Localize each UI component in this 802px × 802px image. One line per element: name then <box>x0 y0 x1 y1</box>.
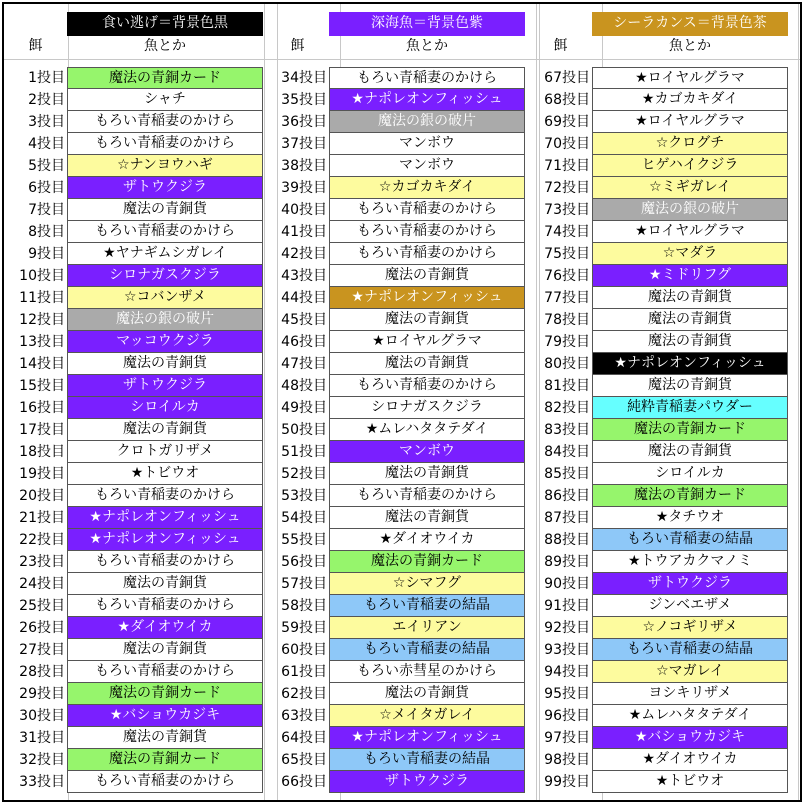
catch-item: もろい赤彗星のかけら <box>329 661 525 683</box>
row-number: 9投目 <box>28 246 65 262</box>
row-number: 5投目 <box>28 158 65 174</box>
catch-item: もろい青稲妻のかけら <box>329 243 525 265</box>
row-number: 87投目 <box>544 510 590 526</box>
row-number: 52投目 <box>281 466 327 482</box>
catch-item: クロトガリザメ <box>67 441 263 463</box>
row-number: 11投目 <box>19 290 65 306</box>
catch-item: もろい青稲妻の結晶 <box>329 749 525 771</box>
catch-item: 魔法の青銅貨 <box>329 309 525 331</box>
row-number: 29投目 <box>19 686 65 702</box>
row-number: 73投目 <box>544 202 590 218</box>
row-number: 64投目 <box>281 730 327 746</box>
row-number: 55投目 <box>281 532 327 548</box>
catch-item: ヒゲハイクジラ <box>592 155 788 177</box>
catch-item: ★ナポレオンフィッシュ <box>329 89 525 111</box>
row-number: 90投目 <box>544 576 590 592</box>
row-number: 47投目 <box>281 356 327 372</box>
row-number: 46投目 <box>281 334 327 350</box>
catch-item: もろい青稲妻の結晶 <box>592 529 788 551</box>
row-number: 68投目 <box>544 92 590 108</box>
row-number: 79投目 <box>544 334 590 350</box>
row-number: 57投目 <box>281 576 327 592</box>
header-bait: 餌 <box>553 38 568 54</box>
catch-item: ★ロイヤルグラマ <box>592 111 788 133</box>
row-number: 18投目 <box>19 444 65 460</box>
row-number: 21投目 <box>19 510 65 526</box>
row-number: 84投目 <box>544 444 590 460</box>
row-number: 16投目 <box>19 400 65 416</box>
row-number: 96投目 <box>544 708 590 724</box>
catch-item: ★ナポレオンフィッシュ <box>592 353 788 375</box>
catch-item: もろい青稲妻のかけら <box>67 771 263 793</box>
row-number: 17投目 <box>19 422 65 438</box>
catch-item: ★ナポレオンフィッシュ <box>67 529 263 551</box>
catch-item: ★ムレハタタテダイ <box>329 419 525 441</box>
row-number: 70投目 <box>544 136 590 152</box>
catch-item: もろい青稲妻のかけら <box>329 375 525 397</box>
row-number: 45投目 <box>281 312 327 328</box>
catch-item: 魔法の青銅貨 <box>592 287 788 309</box>
row-number: 69投目 <box>544 114 590 130</box>
catch-item: ★ロイヤルグラマ <box>592 221 788 243</box>
catch-item: ザトウクジラ <box>329 771 525 793</box>
row-number: 26投目 <box>19 620 65 636</box>
row-number: 51投目 <box>281 444 327 460</box>
catch-item: もろい青稲妻のかけら <box>67 221 263 243</box>
row-number: 98投目 <box>544 752 590 768</box>
catch-item: 魔法の青銅貨 <box>329 683 525 705</box>
catch-item: ★トビウオ <box>67 463 263 485</box>
catch-item: ★ダイオウイカ <box>592 749 788 771</box>
row-number: 7投目 <box>28 202 65 218</box>
header-bait: 餌 <box>28 38 43 54</box>
legend-1: 食い逃げ＝背景色黒 <box>67 12 263 36</box>
row-number: 82投目 <box>544 400 590 416</box>
catch-item: 魔法の銀の破片 <box>592 199 788 221</box>
row-number: 1投目 <box>28 70 65 86</box>
row-number: 92投目 <box>544 620 590 636</box>
row-number: 4投目 <box>28 136 65 152</box>
catch-item: もろい青稲妻の結晶 <box>329 595 525 617</box>
catch-item: ☆メイタガレイ <box>329 705 525 727</box>
catch-item: ☆クログチ <box>592 133 788 155</box>
catch-item: 魔法の青銅貨 <box>329 353 525 375</box>
catch-item: 魔法の青銅貨 <box>329 507 525 529</box>
catch-item: 魔法の青銅貨 <box>592 441 788 463</box>
catch-item: ジンベエザメ <box>592 595 788 617</box>
catch-item: 魔法の青銅カード <box>67 749 263 771</box>
catch-item: 魔法の青銅貨 <box>67 419 263 441</box>
catch-item: シロナガスクジラ <box>67 265 263 287</box>
row-number: 39投目 <box>281 180 327 196</box>
row-number: 38投目 <box>281 158 327 174</box>
legend-2: 深海魚＝背景色紫 <box>329 12 525 36</box>
catch-item: ★ロイヤルグラマ <box>329 331 525 353</box>
catch-item: もろい青稲妻のかけら <box>329 221 525 243</box>
row-number: 8投目 <box>28 224 65 240</box>
catch-item: ☆カゴカキダイ <box>329 177 525 199</box>
catch-item: ☆シマフグ <box>329 573 525 595</box>
row-number: 12投目 <box>19 312 65 328</box>
catch-item: 魔法の青銅貨 <box>592 331 788 353</box>
catch-item: 魔法の青銅貨 <box>592 309 788 331</box>
row-number: 2投目 <box>28 92 65 108</box>
catch-item: 魔法の青銅貨 <box>329 265 525 287</box>
row-number: 32投目 <box>19 752 65 768</box>
catch-item: 魔法の青銅カード <box>592 419 788 441</box>
row-number: 80投目 <box>544 356 590 372</box>
catch-item: エイリアン <box>329 617 525 639</box>
row-number: 75投目 <box>544 246 590 262</box>
row-number: 62投目 <box>281 686 327 702</box>
row-number: 91投目 <box>544 598 590 614</box>
catch-item: ★タチウオ <box>592 507 788 529</box>
row-number: 24投目 <box>19 576 65 592</box>
row-number: 36投目 <box>281 114 327 130</box>
header-fish: 魚とか <box>144 38 186 54</box>
catch-item: もろい青稲妻のかけら <box>329 199 525 221</box>
catch-item: ★ロイヤルグラマ <box>592 67 788 89</box>
row-number: 59投目 <box>281 620 327 636</box>
row-number: 78投目 <box>544 312 590 328</box>
row-number: 13投目 <box>19 334 65 350</box>
catch-item: ☆ナンヨウハギ <box>67 155 263 177</box>
catch-item: 魔法の銀の破片 <box>67 309 263 331</box>
catch-item: シャチ <box>67 89 263 111</box>
row-number: 28投目 <box>19 664 65 680</box>
row-number: 27投目 <box>19 642 65 658</box>
catch-item: もろい青稲妻のかけら <box>67 661 263 683</box>
catch-item: シロイルカ <box>67 397 263 419</box>
row-number: 49投目 <box>281 400 327 416</box>
row-number: 35投目 <box>281 92 327 108</box>
catch-item: ★ダイオウイカ <box>329 529 525 551</box>
catch-item: ★ナポレオンフィッシュ <box>329 287 525 309</box>
catch-item: 魔法の青銅貨 <box>592 375 788 397</box>
catch-item: もろい青稲妻のかけら <box>67 485 263 507</box>
row-number: 61投目 <box>281 664 327 680</box>
row-number: 14投目 <box>19 356 65 372</box>
catch-item: ヨシキリザメ <box>592 683 788 705</box>
row-number: 20投目 <box>19 488 65 504</box>
row-number: 71投目 <box>544 158 590 174</box>
row-number: 34投目 <box>281 70 327 86</box>
catch-item: 魔法の青銅貨 <box>67 353 263 375</box>
row-number: 58投目 <box>281 598 327 614</box>
header-fish: 魚とか <box>669 38 711 54</box>
row-number: 93投目 <box>544 642 590 658</box>
catch-item: ★カゴカキダイ <box>592 89 788 111</box>
catch-item: 魔法の青銅貨 <box>329 463 525 485</box>
row-number: 19投目 <box>19 466 65 482</box>
row-number: 65投目 <box>281 752 327 768</box>
catch-item: ザトウクジラ <box>67 375 263 397</box>
catch-item: ★トウアカクマノミ <box>592 551 788 573</box>
catch-item: もろい青稲妻のかけら <box>67 111 263 133</box>
catch-item: 魔法の青銅カード <box>329 551 525 573</box>
row-number: 41投目 <box>281 224 327 240</box>
catch-item: ★ヤナギムシガレイ <box>67 243 263 265</box>
row-number: 97投目 <box>544 730 590 746</box>
catch-item: もろい青稲妻のかけら <box>67 133 263 155</box>
row-number: 44投目 <box>281 290 327 306</box>
catch-item: シロイルカ <box>592 463 788 485</box>
catch-item: ザトウクジラ <box>67 177 263 199</box>
header-bait: 餌 <box>290 38 305 54</box>
row-number: 56投目 <box>281 554 327 570</box>
catch-item: ☆コバンザメ <box>67 287 263 309</box>
catch-item: ★ナポレオンフィッシュ <box>329 727 525 749</box>
row-number: 94投目 <box>544 664 590 680</box>
row-number: 81投目 <box>544 378 590 394</box>
row-number: 53投目 <box>281 488 327 504</box>
row-number: 60投目 <box>281 642 327 658</box>
catch-item: 魔法の青銅カード <box>67 67 263 89</box>
row-number: 37投目 <box>281 136 327 152</box>
grid-line <box>264 4 265 800</box>
row-number: 43投目 <box>281 268 327 284</box>
catch-item: ★バショウカジキ <box>592 727 788 749</box>
catch-item: もろい青稲妻のかけら <box>329 67 525 89</box>
catch-item: 魔法の銀の破片 <box>329 111 525 133</box>
catch-item: もろい青稲妻の結晶 <box>329 639 525 661</box>
grid-line <box>4 59 800 60</box>
catch-item: ★ダイオウイカ <box>67 617 263 639</box>
row-number: 83投目 <box>544 422 590 438</box>
catch-item: マンボウ <box>329 441 525 463</box>
catch-item: 魔法の青銅貨 <box>67 727 263 749</box>
catch-item: マンボウ <box>329 133 525 155</box>
row-number: 86投目 <box>544 488 590 504</box>
row-number: 63投目 <box>281 708 327 724</box>
catch-item: マンボウ <box>329 155 525 177</box>
row-number: 48投目 <box>281 378 327 394</box>
grid-line <box>798 4 799 800</box>
catch-item: もろい青稲妻の結晶 <box>592 639 788 661</box>
header-fish: 魚とか <box>406 38 448 54</box>
catch-item: ☆ミギガレイ <box>592 177 788 199</box>
row-number: 85投目 <box>544 466 590 482</box>
row-number: 99投目 <box>544 774 590 790</box>
row-number: 23投目 <box>19 554 65 570</box>
catch-item: もろい青稲妻のかけら <box>67 595 263 617</box>
catch-item: ★トビウオ <box>592 771 788 793</box>
catch-item: もろい青稲妻のかけら <box>67 551 263 573</box>
catch-item: ザトウクジラ <box>592 573 788 595</box>
catch-item: ☆マダラ <box>592 243 788 265</box>
row-number: 40投目 <box>281 202 327 218</box>
catch-item: 純粋青稲妻パウダー <box>592 397 788 419</box>
catch-item: ★ナポレオンフィッシュ <box>67 507 263 529</box>
row-number: 50投目 <box>281 422 327 438</box>
catch-item: 魔法の青銅貨 <box>67 639 263 661</box>
row-number: 95投目 <box>544 686 590 702</box>
row-number: 15投目 <box>19 378 65 394</box>
catch-item: ☆ノコギリザメ <box>592 617 788 639</box>
row-number: 33投目 <box>19 774 65 790</box>
row-number: 77投目 <box>544 290 590 306</box>
bait-log-sheet <box>2 2 802 802</box>
row-number: 89投目 <box>544 554 590 570</box>
catch-item: マッコウクジラ <box>67 331 263 353</box>
catch-item: シロナガスクジラ <box>329 397 525 419</box>
catch-item: ★バショウカジキ <box>67 705 263 727</box>
row-number: 54投目 <box>281 510 327 526</box>
row-number: 6投目 <box>28 180 65 196</box>
row-number: 3投目 <box>28 114 65 130</box>
row-number: 25投目 <box>19 598 65 614</box>
row-number: 22投目 <box>19 532 65 548</box>
row-number: 66投目 <box>281 774 327 790</box>
row-number: 10投目 <box>19 268 65 284</box>
catch-item: 魔法の青銅貨 <box>67 573 263 595</box>
row-number: 42投目 <box>281 246 327 262</box>
row-number: 30投目 <box>19 708 65 724</box>
legend-3: シーラカンス＝背景色茶 <box>592 12 788 36</box>
catch-item: 魔法の青銅貨 <box>67 199 263 221</box>
catch-item: 魔法の青銅カード <box>592 485 788 507</box>
row-number: 31投目 <box>19 730 65 746</box>
catch-item: もろい青稲妻のかけら <box>329 485 525 507</box>
row-number: 67投目 <box>544 70 590 86</box>
row-number: 88投目 <box>544 532 590 548</box>
row-number: 72投目 <box>544 180 590 196</box>
row-number: 74投目 <box>544 224 590 240</box>
catch-item: ★ムレハタタテダイ <box>592 705 788 727</box>
catch-item: ☆マガレイ <box>592 661 788 683</box>
catch-item: ★ミドリフグ <box>592 265 788 287</box>
row-number: 76投目 <box>544 268 590 284</box>
catch-item: 魔法の青銅カード <box>67 683 263 705</box>
